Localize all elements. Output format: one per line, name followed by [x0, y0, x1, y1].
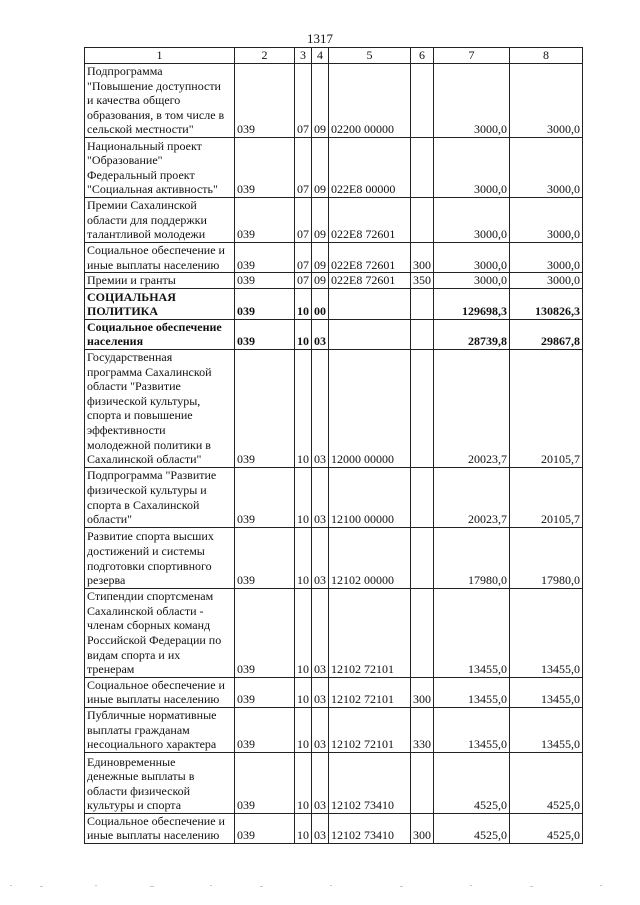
amount-cell: 4525,0	[434, 813, 510, 843]
subsection-code-cell: 03	[312, 677, 329, 707]
target-article-cell: 022E8 72601	[329, 197, 411, 242]
table-row	[85, 349, 583, 467]
subsection-code-cell: 03	[312, 707, 329, 752]
budget-table	[84, 47, 583, 844]
column-header: 2	[235, 48, 295, 64]
section-code-cell: 07	[295, 242, 312, 272]
amount-cell: 3000,0	[434, 197, 510, 242]
table-row	[85, 137, 583, 197]
chapter-code-cell: 039	[235, 137, 295, 197]
row-name-cell: Единовременные денежные выплаты в области физической культуры и спорта	[85, 752, 235, 813]
amount-cell: 13455,0	[434, 588, 510, 677]
section-code-cell: 10	[295, 677, 312, 707]
section-code-cell: 10	[295, 288, 312, 319]
amount-cell: 4525,0	[510, 752, 583, 813]
amount-cell: 3000,0	[434, 137, 510, 197]
amount-cell: 3000,0	[510, 64, 583, 138]
row-name-cell: Социальное обеспечение населения	[85, 319, 235, 349]
amount-cell: 3000,0	[434, 64, 510, 138]
target-article-cell: 12100 00000	[329, 467, 411, 527]
row-name-cell: Публичные нормативные выплаты гражданам несоциального характера	[85, 707, 235, 752]
row-name-cell: Социальное обеспечение и иные выплаты населению	[85, 677, 235, 707]
chapter-code-cell: 039	[235, 242, 295, 272]
amount-cell: 13455,0	[510, 677, 583, 707]
expense-type-cell	[411, 349, 434, 467]
chapter-code-cell: 039	[235, 64, 295, 138]
subsection-code-cell: 00	[312, 288, 329, 319]
expense-type-cell	[411, 752, 434, 813]
amount-cell: 3000,0	[510, 137, 583, 197]
chapter-code-cell: 039	[235, 319, 295, 349]
section-code-cell: 10	[295, 707, 312, 752]
table-body	[85, 64, 583, 844]
amount-cell: 17980,0	[434, 527, 510, 588]
target-article-cell: 022E8 00000	[329, 137, 411, 197]
expense-type-cell	[411, 197, 434, 242]
table-row	[85, 752, 583, 813]
expense-type-cell	[411, 288, 434, 319]
target-article-cell: 12102 00000	[329, 527, 411, 588]
subsection-code-cell: 09	[312, 137, 329, 197]
row-name-cell: Развитие спорта высших достижений и системы подготовки спортивного резерва	[85, 527, 235, 588]
target-article-cell: 022E8 72601	[329, 273, 411, 289]
expense-type-cell	[411, 467, 434, 527]
expense-type-cell	[411, 64, 434, 138]
amount-cell: 20023,7	[434, 349, 510, 467]
section-code-cell: 10	[295, 752, 312, 813]
amount-cell: 20105,7	[510, 349, 583, 467]
expense-type-cell	[411, 319, 434, 349]
amount-cell: 17980,0	[510, 527, 583, 588]
subsection-code-cell: 03	[312, 752, 329, 813]
section-code-cell: 07	[295, 197, 312, 242]
row-name-cell: Государственная программа Сахалинской области "Развитие физической культуры, спорта и повышение эффективности молодежной политики в Сахалинской области"	[85, 349, 235, 467]
table-row	[85, 64, 583, 138]
expense-type-cell	[411, 527, 434, 588]
row-name-cell: Подпрограмма "Повышение доступности и качества общего образования, в том числе в сельской местности"	[85, 64, 235, 138]
section-code-cell: 10	[295, 813, 312, 843]
amount-cell: 3000,0	[434, 273, 510, 289]
amount-cell: 4525,0	[510, 813, 583, 843]
section-code-cell: 10	[295, 527, 312, 588]
amount-cell: 29867,8	[510, 319, 583, 349]
expense-type-cell	[411, 588, 434, 677]
table-row	[85, 527, 583, 588]
table-row	[85, 707, 583, 752]
subsection-code-cell: 03	[312, 467, 329, 527]
page-number: 1317	[307, 31, 333, 46]
row-name-cell: Стипендии спортсменам Сахалинской области - членам сборных команд Российской Федерации по видам спорта и их тренерам	[85, 588, 235, 677]
target-article-cell: 12102 72101	[329, 707, 411, 752]
column-header: 8	[510, 48, 583, 64]
subsection-code-cell: 09	[312, 64, 329, 138]
table-row	[85, 273, 583, 289]
column-header: 1	[85, 48, 235, 64]
table-row	[85, 319, 583, 349]
expense-type-cell: 300	[411, 677, 434, 707]
subsection-code-cell: 09	[312, 197, 329, 242]
table-row	[85, 813, 583, 843]
target-article-cell: 12102 72101	[329, 588, 411, 677]
chapter-code-cell: 039	[235, 588, 295, 677]
amount-cell: 3000,0	[510, 273, 583, 289]
table-row	[85, 588, 583, 677]
subsection-code-cell: 03	[312, 349, 329, 467]
column-header: 7	[434, 48, 510, 64]
chapter-code-cell: 039	[235, 288, 295, 319]
amount-cell: 3000,0	[510, 242, 583, 272]
chapter-code-cell: 039	[235, 527, 295, 588]
section-code-cell: 07	[295, 137, 312, 197]
chapter-code-cell: 039	[235, 467, 295, 527]
row-name-cell: СОЦИАЛЬНАЯ ПОЛИТИКА	[85, 288, 235, 319]
table-row	[85, 242, 583, 272]
target-article-cell: 12102 73410	[329, 813, 411, 843]
subsection-code-cell: 03	[312, 319, 329, 349]
target-article-cell: 022E8 72601	[329, 242, 411, 272]
scan-noise-strip	[0, 882, 640, 890]
chapter-code-cell: 039	[235, 197, 295, 242]
amount-cell: 13455,0	[434, 677, 510, 707]
expense-type-cell: 350	[411, 273, 434, 289]
section-code-cell: 07	[295, 273, 312, 289]
target-article-cell	[329, 288, 411, 319]
row-name-cell: Социальное обеспечение и иные выплаты населению	[85, 813, 235, 843]
target-article-cell: 02200 00000	[329, 64, 411, 138]
target-article-cell: 12000 00000	[329, 349, 411, 467]
target-article-cell: 12102 73410	[329, 752, 411, 813]
chapter-code-cell: 039	[235, 677, 295, 707]
amount-cell: 130826,3	[510, 288, 583, 319]
chapter-code-cell: 039	[235, 813, 295, 843]
row-name-cell: Премии и гранты	[85, 273, 235, 289]
table-row	[85, 288, 583, 319]
chapter-code-cell: 039	[235, 349, 295, 467]
column-header: 4	[312, 48, 329, 64]
section-code-cell: 10	[295, 349, 312, 467]
column-header: 6	[411, 48, 434, 64]
amount-cell: 4525,0	[434, 752, 510, 813]
chapter-code-cell: 039	[235, 273, 295, 289]
amount-cell: 129698,3	[434, 288, 510, 319]
target-article-cell: 12102 72101	[329, 677, 411, 707]
subsection-code-cell: 09	[312, 242, 329, 272]
table-row	[85, 677, 583, 707]
header-row	[85, 48, 583, 64]
section-code-cell: 10	[295, 588, 312, 677]
amount-cell: 13455,0	[510, 707, 583, 752]
amount-cell: 28739,8	[434, 319, 510, 349]
row-name-cell: Подпрограмма "Развитие физической культуры и спорта в Сахалинской области"	[85, 467, 235, 527]
amount-cell: 20105,7	[510, 467, 583, 527]
amount-cell: 20023,7	[434, 467, 510, 527]
expense-type-cell: 300	[411, 813, 434, 843]
row-name-cell: Национальный проект "Образование" Федеральный проект "Социальная активность"	[85, 137, 235, 197]
column-header: 3	[295, 48, 312, 64]
row-name-cell: Премии Сахалинской области для поддержки талантливой молодежи	[85, 197, 235, 242]
row-name-cell: Социальное обеспечение и иные выплаты населению	[85, 242, 235, 272]
subsection-code-cell: 03	[312, 588, 329, 677]
amount-cell: 3000,0	[510, 197, 583, 242]
subsection-code-cell: 09	[312, 273, 329, 289]
amount-cell: 13455,0	[434, 707, 510, 752]
subsection-code-cell: 03	[312, 527, 329, 588]
table-row	[85, 197, 583, 242]
table-row	[85, 467, 583, 527]
expense-type-cell	[411, 137, 434, 197]
target-article-cell	[329, 319, 411, 349]
column-header: 5	[329, 48, 411, 64]
section-code-cell: 10	[295, 467, 312, 527]
expense-type-cell: 300	[411, 242, 434, 272]
expense-type-cell: 330	[411, 707, 434, 752]
section-code-cell: 07	[295, 64, 312, 138]
chapter-code-cell: 039	[235, 752, 295, 813]
chapter-code-cell: 039	[235, 707, 295, 752]
amount-cell: 3000,0	[434, 242, 510, 272]
amount-cell: 13455,0	[510, 588, 583, 677]
section-code-cell: 10	[295, 319, 312, 349]
subsection-code-cell: 03	[312, 813, 329, 843]
